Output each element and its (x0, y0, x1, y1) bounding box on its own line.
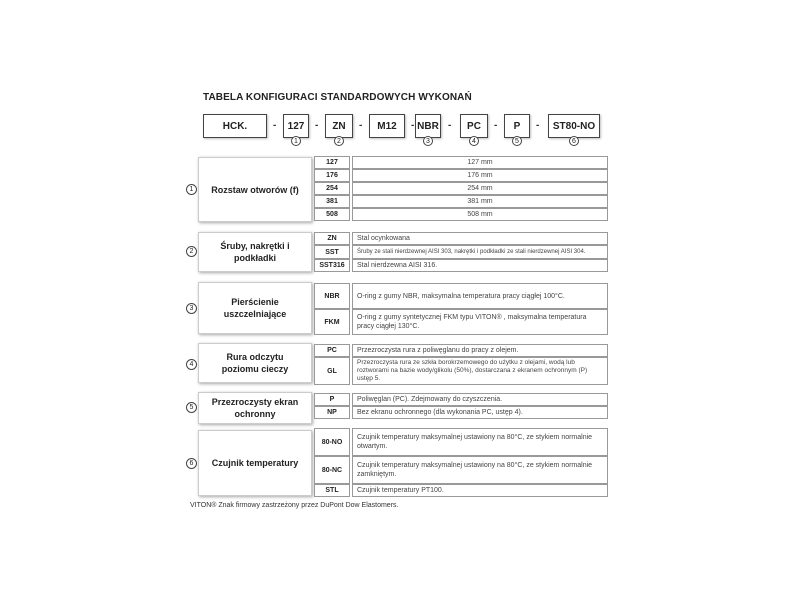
group-label-bolt-spacing: Rozstaw otworów (f) (198, 157, 312, 222)
option-code: 80-NC (314, 456, 350, 484)
group-number-1: 1 (186, 184, 197, 195)
option-code: NP (314, 406, 350, 419)
group-number-3: 3 (186, 303, 197, 314)
option-description: 127 mm (352, 156, 608, 169)
option-code: 176 (314, 169, 350, 182)
footnote: VITON® Znak firmowy zastrzeżony przez DuPont Dow Elastomers. (190, 502, 399, 509)
code-part-bolts: ZN (325, 114, 353, 138)
option-description: Stal ocynkowana (352, 232, 608, 245)
option-description: 381 mm (352, 195, 608, 208)
option-code: P (314, 393, 350, 406)
code-marker-5: 5 (512, 136, 522, 146)
option-code: STL (314, 484, 350, 497)
option-code: 508 (314, 208, 350, 221)
option-description: Czujnik temperatury maksymalnej ustawiony na 80°C, ze stykiem normalnie otwartym. (352, 428, 608, 456)
code-dash: - (359, 120, 363, 131)
option-description: Przezroczysta rura z poliwęglanu do pracy z olejem. (352, 344, 608, 357)
option-code: SST (314, 245, 350, 259)
option-description: Przezroczysta rura ze szkła borokrzemowego do użytku z olejami, wodą lub roztworami na bazie wody/glikolu (50%), dostarczana z ekranem ochronnym (P) ustęp 5. (352, 357, 608, 385)
option-code: SST316 (314, 259, 350, 272)
option-description: O-ring z gumy syntetycznej FKM typu VITON® , maksymalna temperatura pracy ciągłej 130°C. (352, 309, 608, 335)
code-dash: - (273, 120, 277, 131)
group-number-2: 2 (186, 246, 197, 257)
option-description: 176 mm (352, 169, 608, 182)
option-description: Śruby ze stali nierdzewnej AISI 303, nakrętki i podkładki ze stali nierdzewnej AISI 304. (352, 245, 608, 259)
option-code: FKM (314, 309, 350, 335)
group-label-tube: Rura odczytu poziomu cieczy (198, 343, 312, 383)
group-label-shield: Przezroczysty ekran ochronny (198, 392, 312, 424)
group-number-6: 6 (186, 458, 197, 469)
group-label-sensor: Czujnik temperatury (198, 430, 312, 496)
code-marker-1: 1 (291, 136, 301, 146)
option-description: Stal nierdzewna AISI 316. (352, 259, 608, 272)
option-description: Czujnik temperatury PT100. (352, 484, 608, 497)
code-dash: - (448, 120, 452, 131)
group-label-bolts: Śruby, nakrętki i podkładki (198, 232, 312, 272)
option-description: Bez ekranu ochronnego (dla wykonania PC, ustęp 4). (352, 406, 608, 419)
code-marker-4: 4 (469, 136, 479, 146)
table-title: TABELA KONFIGURACI STANDARDOWYCH WYKONAŃ (203, 92, 472, 103)
group-label-seals: Pierścienie uszczelniające (198, 282, 312, 334)
option-description: Czujnik temperatury maksymalnej ustawiony na 80°C, ze stykiem normalnie zamkniętym. (352, 456, 608, 484)
option-description: 508 mm (352, 208, 608, 221)
group-number-5: 5 (186, 402, 197, 413)
option-code: 254 (314, 182, 350, 195)
option-description: Poliwęglan (PC). Zdejmowany do czyszczenia. (352, 393, 608, 406)
code-part-seals: NBR (415, 114, 441, 138)
code-part-sensor: ST80-NO (548, 114, 600, 138)
option-description: 254 mm (352, 182, 608, 195)
code-marker-3: 3 (423, 136, 433, 146)
code-dash: - (536, 120, 540, 131)
code-part-thread: M12 (369, 114, 405, 138)
code-dash: - (494, 120, 498, 131)
option-code: 381 (314, 195, 350, 208)
option-code: PC (314, 344, 350, 357)
option-code: NBR (314, 283, 350, 309)
code-dash: - (315, 120, 319, 131)
code-dash: - (411, 120, 415, 131)
group-number-4: 4 (186, 359, 197, 370)
option-code: ZN (314, 232, 350, 245)
code-marker-6: 6 (569, 136, 579, 146)
code-part-shield: P (504, 114, 530, 138)
code-marker-2: 2 (334, 136, 344, 146)
option-code: 127 (314, 156, 350, 169)
option-code: 80-NO (314, 428, 350, 456)
code-part-tube: PC (460, 114, 488, 138)
code-part-series: HCK. (203, 114, 267, 138)
code-part-bolt-spacing: 127 (283, 114, 309, 138)
option-code: GL (314, 357, 350, 385)
option-description: O-ring z gumy NBR, maksymalna temperatura pracy ciągłej 100°C. (352, 283, 608, 309)
